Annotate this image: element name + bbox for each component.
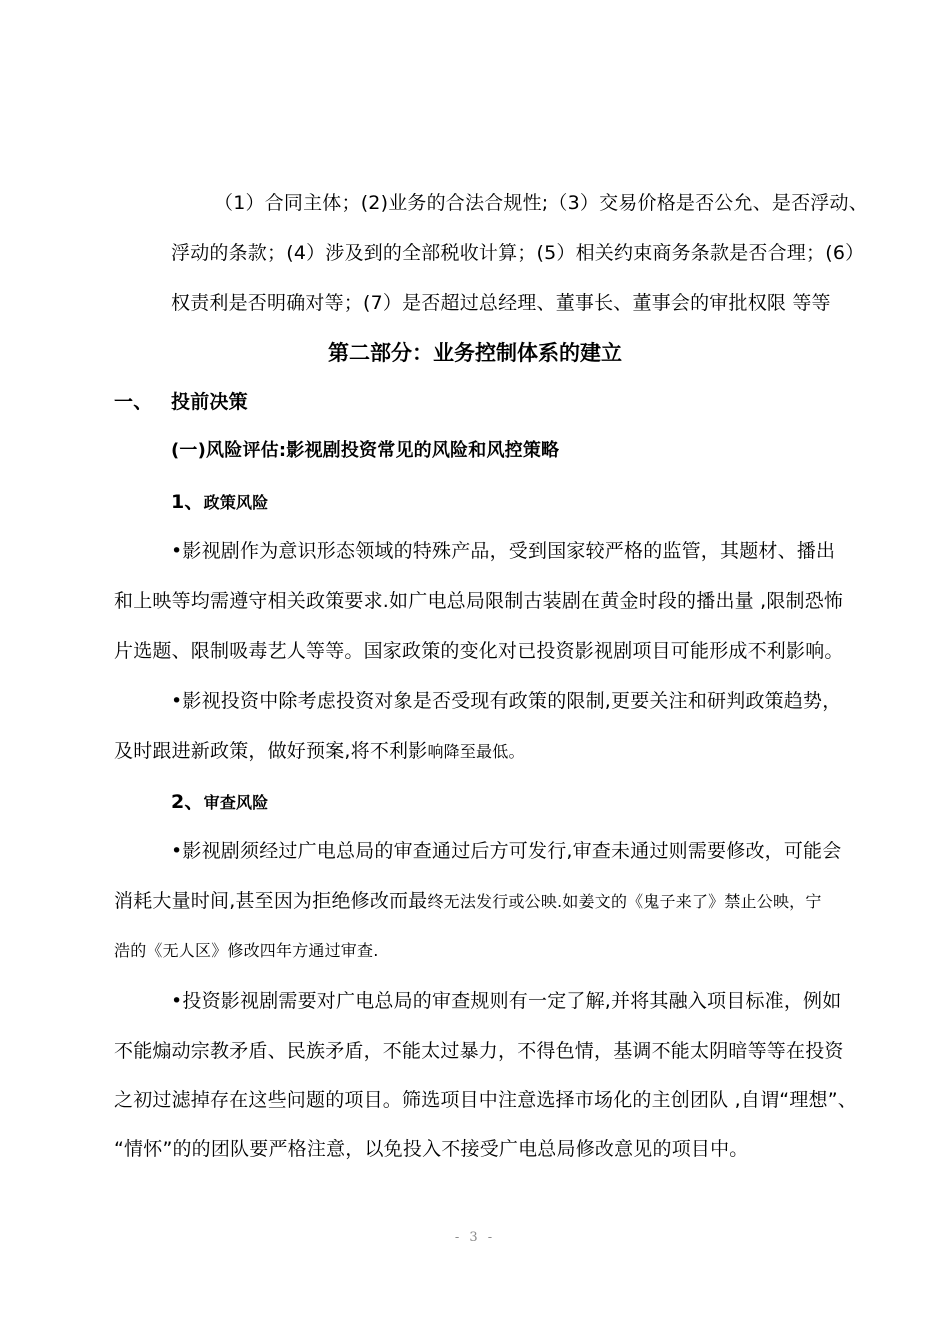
- page-number: - 3 -: [454, 1230, 496, 1245]
- item2-heading: [171, 789, 268, 816]
- item2-number: 2、: [171, 791, 204, 813]
- item2-para1-line-2: [114, 888, 822, 915]
- intro-line-3: 权责利是否明确对等；(7）是否超过总经理、董事长、董事会的审批权限 等等: [171, 292, 831, 314]
- item2-para2-line-1: •投资影视剧需要对广电总局的审查规则有一定了解,并将其融入项目标准，例如: [171, 990, 842, 1012]
- item2-para2-line-2: 不能煽动宗教矛盾、民族矛盾，不能太过暴力，不得色情，基调不能太阴暗等等在投资: [114, 1040, 844, 1062]
- item2-para1-line-3: 浩的《无人区》修改四年方通过审查.: [114, 941, 379, 960]
- item1-heading: [171, 489, 268, 516]
- intro-line-2: 浮动的条款；(4）涉及到的全部税收计算；(5）相关约束商务条款是否合理；(6）: [171, 242, 865, 264]
- item1-para1-line-2: 和上映等均需遵守相关政策要求.如广电总局限制古装剧在黄金时段的播出量 ,限制恐怖: [114, 590, 844, 612]
- item1-title: 政策风险: [203, 493, 269, 512]
- item1-para2-line-2-main: 及时跟进新政策，做好预案,将不利影: [114, 740, 428, 762]
- item2-para1-line-2-small: 终无法发行或公映.如姜文的《鬼子来了》禁止公映，宁: [427, 892, 822, 911]
- subsection-title: (一)风险评估:影视剧投资常见的风险和风控策略: [171, 440, 560, 461]
- part-title: 第二部分：业务控制体系的建立: [328, 341, 622, 365]
- item1-para1-line-1: •影视剧作为意识形态领域的特殊产品，受到国家较严格的监管，其题材、播出: [171, 540, 836, 562]
- item1-para2-line-2-small: 响降至最低。: [427, 742, 525, 761]
- item2-para2-line-3: 之初过滤掉存在这些问题的项目。筛选项目中注意选择市场化的主创团队 ,自谓“理想”、: [114, 1089, 857, 1111]
- item1-para2-line-1: •影视投资中除考虑投资对象是否受现有政策的限制,更要关注和研判政策趋势，: [171, 690, 842, 712]
- item2-title: 审查风险: [203, 793, 269, 812]
- intro-line-1: （1）合同主体；(2)业务的合法合规性;（3）交易价格是否公允、是否浮动、: [214, 192, 868, 214]
- item2-para1-line-2-main: 消耗大量时间,甚至因为拒绝修改而最: [114, 890, 428, 912]
- item2-para2-line-4: “情怀”的的团队要严格注意，以免投入不接受广电总局修改意见的项目中。: [114, 1138, 749, 1160]
- item1-para1-line-3: 片选题、限制吸毒艺人等等。国家政策的变化对已投资影视剧项目可能形成不利影响。: [114, 640, 844, 662]
- item2-para1-line-1: •影视剧须经过广电总局的审查通过后方可发行,审查未通过则需要修改，可能会: [171, 840, 842, 862]
- section-number: 一、: [114, 391, 153, 413]
- item1-number: 1、: [171, 491, 204, 513]
- section-title: 投前决策: [171, 391, 248, 413]
- item1-para2-line-2: [114, 738, 525, 765]
